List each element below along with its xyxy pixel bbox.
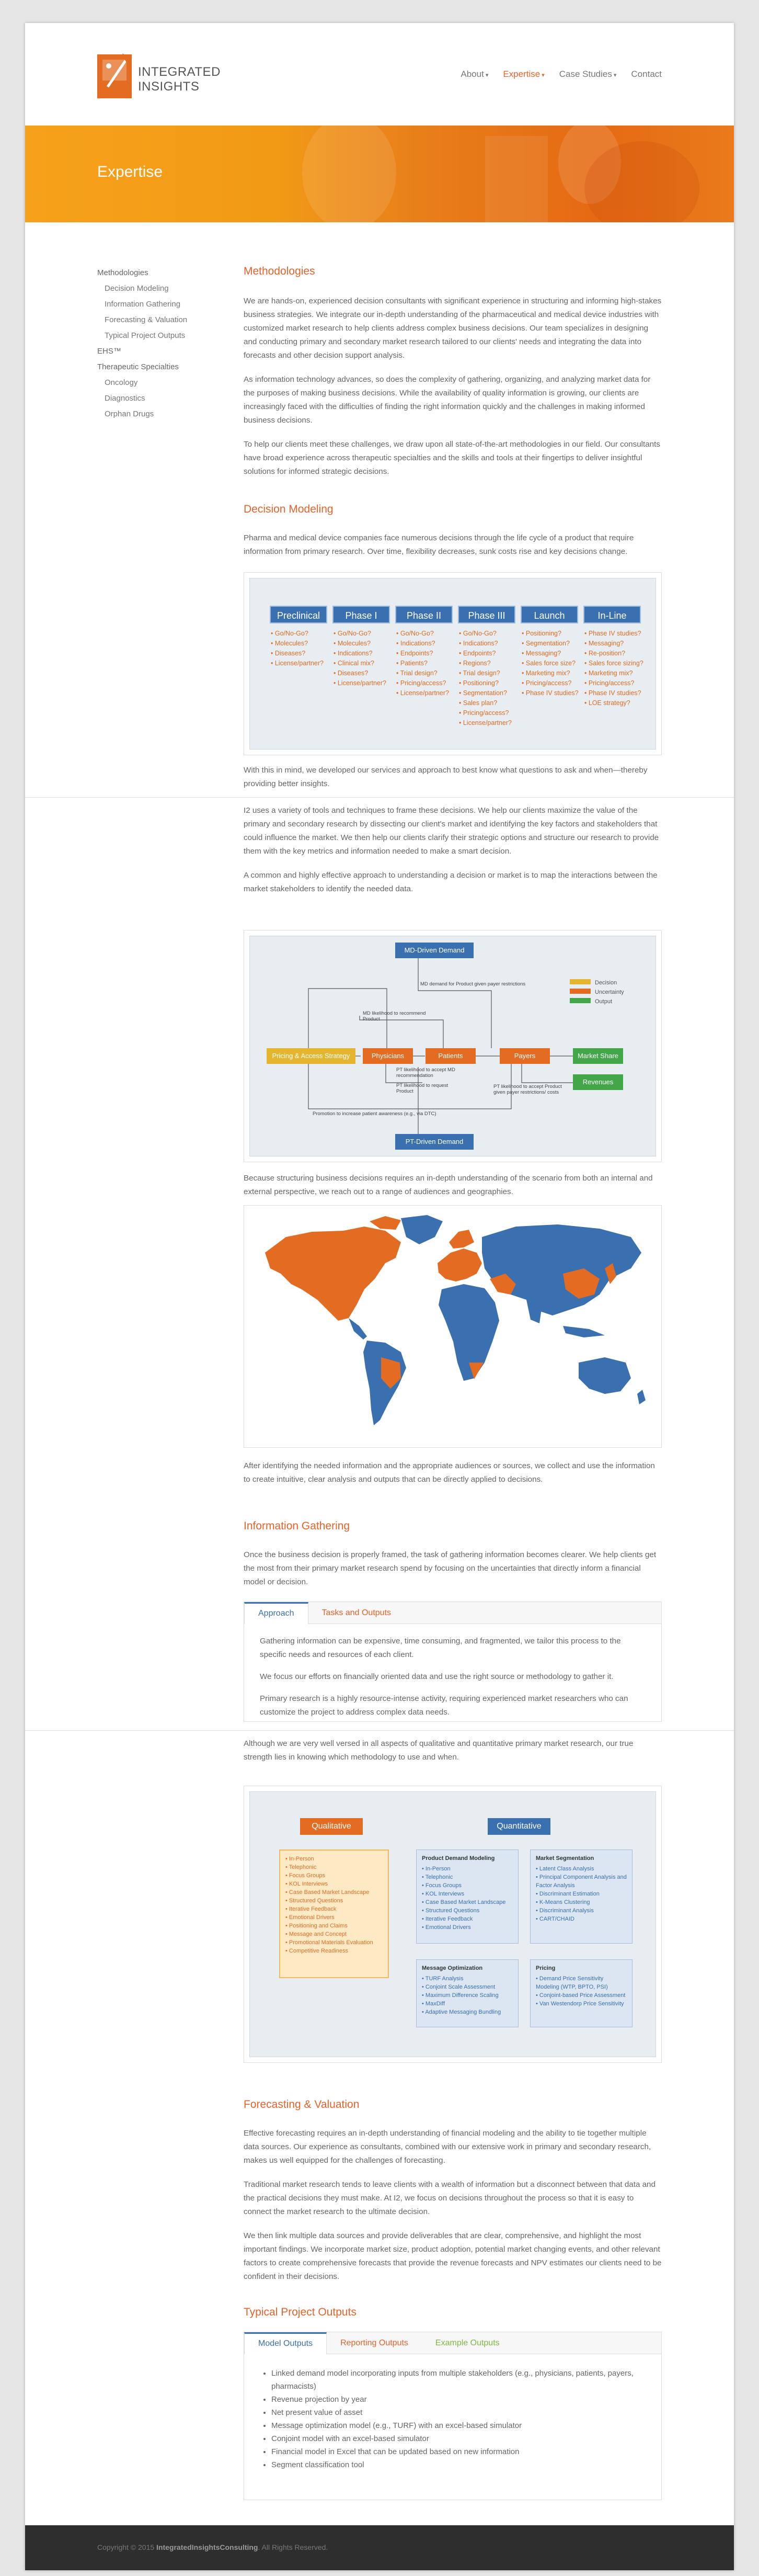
sidebar-item-decision-modeling[interactable]: Decision Modeling <box>105 284 169 293</box>
tab-reporting-outputs[interactable]: Reporting Outputs <box>340 2339 408 2347</box>
section-title: Information Gathering <box>244 1520 350 1532</box>
list-item: • Emotional Drivers <box>285 1913 383 1922</box>
world-map <box>244 1205 662 1448</box>
phase-question: • Pricing/access? <box>396 678 459 688</box>
phase-question: • Go/No-Go? <box>334 629 396 639</box>
list-item: • Demand Price Sensitivity Modeling (WTP, BPTO, PSI) <box>536 1974 627 1991</box>
tab-panel <box>244 2354 661 2484</box>
list-item: • K-Means Clustering <box>536 1898 627 1907</box>
list-item: • Telephonic <box>285 1863 383 1871</box>
phase-header: Preclinical <box>270 606 327 623</box>
quantitative-label: Quantitative <box>488 1818 550 1835</box>
sidebar-item-orphan[interactable]: Orphan Drugs <box>105 410 154 418</box>
copyright-suffix: . All Rights Reserved. <box>258 2543 328 2551</box>
stakeholder-legend <box>570 978 624 1006</box>
stakeholder-map <box>244 930 662 1162</box>
demand-list <box>422 1865 513 1932</box>
logo[interactable] <box>97 50 221 100</box>
nav-case-studies[interactable] <box>559 69 617 80</box>
outputs-list <box>260 2367 646 2471</box>
list-item: • Discriminant Estimation <box>536 1890 627 1898</box>
phase-header: In-Line <box>583 606 641 623</box>
list-item: • In-Person <box>285 1855 383 1863</box>
phase-question: • LOE strategy? <box>584 698 647 708</box>
phase-question: • License/partner? <box>459 718 522 728</box>
list-item: • Conjoint Scale Assessment <box>422 1983 513 1991</box>
box-title: Market Segmentation <box>536 1855 594 1862</box>
tab-example-outputs[interactable]: Example Outputs <box>435 2339 500 2347</box>
list-item: • Focus Groups <box>285 1871 383 1880</box>
phase-question: • Go/No-Go? <box>396 629 459 639</box>
phase-question: • Segmentation? <box>459 688 522 698</box>
chevron-down-icon: ▾ <box>485 72 489 78</box>
demand-modeling-box <box>416 1849 519 1944</box>
segmentation-list <box>536 1865 627 1923</box>
phase-questions <box>396 629 459 698</box>
legend-output: Output <box>570 997 624 1006</box>
list-item: • CART/CHAID <box>536 1915 627 1923</box>
paragraph: Pharma and medical device companies face numerous decisions through the life cycle of a product that require information from primary research. Over time, flexibility decreases, sunk costs rise and key decisions change. <box>244 534 634 556</box>
phase-question: • Go/No-Go? <box>459 629 522 639</box>
phase-question: • Diseases? <box>334 668 396 678</box>
output-item: • Segment classification tool <box>271 2458 646 2471</box>
market-share-node: Market Share <box>573 1048 623 1064</box>
sidebar <box>97 265 228 422</box>
box-title: Message Optimization <box>422 1965 483 1971</box>
note: PT likelihood to request Product <box>396 1083 448 1094</box>
tab-model-outputs[interactable]: Model Outputs <box>244 2332 327 2354</box>
phase-question: • Pricing/access? <box>584 678 647 688</box>
copyright-brand[interactable]: IntegratedInsightsConsulting <box>156 2543 258 2551</box>
legend-decision: Decision <box>570 978 624 988</box>
paragraph: Once the business decision is properly framed, the task of gathering information becomes clearer. We help clients get the most from their primary market research spend by focusing on the uncertainties that directly inform a financial model or decision. <box>244 1550 657 1586</box>
list-item: • Principal Component Analysis and Factor Analysis <box>536 1873 627 1890</box>
phase-question: • Segmentation? <box>522 639 584 649</box>
list-item: • Adaptive Messaging Bundling <box>422 2008 513 2016</box>
phase-question: • Go/No-Go? <box>271 629 334 639</box>
phase-questions <box>584 629 647 708</box>
phases-diagram-bg <box>249 578 656 750</box>
copyright-prefix: Copyright © 2015 <box>97 2543 155 2551</box>
list-item: • Competitive Readiness <box>285 1947 383 1955</box>
section-information-gathering-cont <box>244 1730 662 1764</box>
list-item: • KOL Interviews <box>422 1890 513 1898</box>
pt-driven-demand-node: PT-Driven Demand <box>395 1134 474 1150</box>
phase-question: • Trial design? <box>459 668 522 678</box>
phase-header: Phase I <box>332 606 390 623</box>
phase-question: • Patients? <box>396 659 459 668</box>
section-decision-modeling-audiences <box>244 1172 662 1199</box>
phase-question: • Molecules? <box>334 639 396 649</box>
nav-about-label: About <box>461 69 484 79</box>
section-decision-modeling-cont <box>244 764 662 896</box>
phase-question: • Phase IV studies? <box>584 629 647 639</box>
tab-approach[interactable]: Approach <box>244 1602 308 1624</box>
phase-question: • Endpoints? <box>396 649 459 659</box>
sidebar-item-outputs[interactable]: Typical Project Outputs <box>105 331 186 340</box>
outputs-tabs <box>244 2332 662 2500</box>
phase-questions <box>459 629 522 728</box>
phase-question: • License/partner? <box>334 678 396 688</box>
page <box>25 23 734 2570</box>
phase-question: • Pricing/access? <box>522 678 584 688</box>
qualitative-label: Qualitative <box>300 1818 363 1835</box>
phase-questions <box>271 629 334 668</box>
list-item: • Discriminant Analysis <box>536 1907 627 1915</box>
list-item: • Case Based Market Landscape <box>422 1898 513 1907</box>
phase-question: • Phase IV studies? <box>522 688 584 698</box>
list-item: • Message and Concept <box>285 1930 383 1938</box>
list-item: • Telephonic <box>422 1873 513 1881</box>
section-outputs <box>244 2306 662 2319</box>
section-methodologies <box>244 265 662 479</box>
section-forecasting <box>244 2098 662 2284</box>
phase-question: • Sales plan? <box>459 698 522 708</box>
nav-contact[interactable]: Contact <box>631 69 662 79</box>
phase-question: • Clinical mix? <box>334 659 396 668</box>
main-nav <box>461 69 662 80</box>
list-item: • MaxDiff <box>422 2000 513 2008</box>
note: PT likelihood to accept MD recommendation <box>396 1067 455 1079</box>
list-item: • Iterative Feedback <box>285 1905 383 1913</box>
md-driven-demand-node: MD-Driven Demand <box>395 943 474 958</box>
paragraph: Traditional market research tends to leave clients with a wealth of information but a disconnect between that data and the practical decisions they must make. At I2, we focus on decisions throughout the process so that it is easy to connect the market research to the ultimate decision. <box>244 2180 656 2216</box>
output-item: • Net present value of asset <box>271 2406 646 2419</box>
phase-question: • Indications? <box>459 639 522 649</box>
paragraph: To help our clients meet these challenges, we draw upon all state-of-the-art methodologies in our field. Our consultants have broad experience across therapeutic specialties and the skills and tools at their fingertips to deliver insightful solutions for informed strategic decisions. <box>244 440 660 476</box>
paragraph: Effective forecasting requires an in-depth understanding of financial modeling and the ability to tie together multiple data sources. Our experience as consultants, combined with our extensive work in primary and secondary research, makes us well equipped for the challenges of forecasting. <box>244 2129 651 2165</box>
world-map-graphic <box>244 1206 661 1447</box>
paragraph: Although we are very well versed in all aspects of qualitative and quantitative primary market research, our true strength lies in knowing which methodology to use and when. <box>244 1739 634 1762</box>
logo-mark-icon <box>97 50 134 100</box>
list-item: • Case Based Market Landscape <box>285 1888 383 1897</box>
pricing-strategy-node: Pricing & Access Strategy <box>267 1048 355 1064</box>
phase-question: • Trial design? <box>396 668 459 678</box>
nav-about[interactable] <box>461 69 488 80</box>
phase-question: • Molecules? <box>271 639 334 649</box>
sidebar-item-therapeutic[interactable]: Therapeutic Specialties <box>97 362 179 371</box>
tab-bar <box>244 2332 661 2354</box>
phase-question: • Sales force size? <box>522 659 584 668</box>
phase-questions <box>522 629 584 698</box>
list-item: • Structured Questions <box>422 1907 513 1915</box>
nav-case-studies-label: Case Studies <box>559 69 612 79</box>
phase-question: • Diseases? <box>271 649 334 659</box>
phase-question: • Marketing mix? <box>584 668 647 678</box>
list-item: • Conjoint-based Price Assessment <box>536 1991 627 2000</box>
logo-text-integrated: INTEGRATED <box>138 65 221 79</box>
message-list <box>422 1974 513 2016</box>
site-footer <box>25 2525 734 2570</box>
qualitative-list <box>285 1855 383 1955</box>
section-title: Forecasting & Valuation <box>244 2098 360 2110</box>
list-item: • Focus Groups <box>422 1881 513 1890</box>
research-methods-diagram <box>244 1786 662 2063</box>
paragraph: Primary research is a highly resource-intense activity, requiring experienced market researchers who can customize the project to address complex data needs. <box>260 1694 628 1717</box>
pricing-box <box>530 1959 632 2027</box>
output-item: • Revenue projection by year <box>271 2393 646 2406</box>
nav-expertise[interactable] <box>503 69 544 80</box>
physicians-node: Physicians <box>363 1048 413 1064</box>
tab-tasks-outputs[interactable]: Tasks and Outputs <box>321 1608 392 1617</box>
phase-question: • Positioning? <box>459 678 522 688</box>
output-item: • Financial model in Excel that can be updated based on new information <box>271 2445 646 2458</box>
section-title: Decision Modeling <box>244 503 334 515</box>
pricing-list <box>536 1974 627 2008</box>
sidebar-item-diagnostics[interactable]: Diagnostics <box>105 394 145 403</box>
paragraph: We then link multiple data sources and provide deliverables that are clear, comprehensive, and highlight the most important findings. We incorporate market size, product adoption, potential market changing events, and other relevant factors to create comprehensive forecasts that provide the revenue forecasts and NPV estimates our clients need to be confident in their decisions. <box>244 2231 662 2281</box>
qualitative-box <box>279 1849 389 1978</box>
phase-questions <box>334 629 396 688</box>
list-item: • In-Person <box>422 1865 513 1873</box>
section-title: Methodologies <box>244 265 315 277</box>
list-item: • Van Westendorp Price Sensitivity <box>536 2000 627 2008</box>
phase-question: • Messaging? <box>584 639 647 649</box>
phase-question: • Phase IV studies? <box>584 688 647 698</box>
phase-header: Phase III <box>458 606 515 623</box>
list-item: • Structured Questions <box>285 1897 383 1905</box>
patients-node: Patients <box>426 1048 476 1064</box>
sidebar-item-ehs[interactable]: EHS™ <box>97 347 121 356</box>
copyright <box>97 2543 328 2551</box>
list-item: • KOL Interviews <box>285 1880 383 1888</box>
section-title: Typical Project Outputs <box>244 2306 356 2318</box>
output-item: • Linked demand model incorporating inputs from multiple stakeholders (e.g., physicians, patients, payers, pharmacists) <box>271 2367 646 2393</box>
phase-header: Launch <box>521 606 578 623</box>
tab-panel <box>244 1624 661 1730</box>
site-header <box>25 23 734 126</box>
sidebar-item-methodologies[interactable]: Methodologies <box>97 268 148 277</box>
section-information-gathering <box>244 1520 662 1589</box>
phase-header: Phase II <box>395 606 453 623</box>
list-item: • Maximum Difference Scaling <box>422 1991 513 2000</box>
phase-question: • License/partner? <box>396 688 459 698</box>
note: PT likelihood to accept Product given payer restrictions/ costs <box>493 1084 562 1095</box>
note: MD likelihood to recommend Product <box>363 1011 426 1022</box>
list-item: • TURF Analysis <box>422 1974 513 1983</box>
phase-question: • Marketing mix? <box>522 668 584 678</box>
stakeholder-map-bg <box>249 936 656 1156</box>
page-banner <box>25 126 734 222</box>
research-methods-bg <box>249 1791 656 2057</box>
list-item: • Iterative Feedback <box>422 1915 513 1923</box>
paragraph: A common and highly effective approach to understanding a decision or market is to map the interactions between the market stakeholders to identify the needed data. <box>244 871 658 893</box>
message-optimization-box <box>416 1959 519 2027</box>
note: Promotion to increase patient awareness (e.g., via DTC) <box>313 1111 436 1117</box>
phases-diagram <box>244 572 662 755</box>
section-decision-modeling-outputs <box>244 1459 662 1486</box>
phase-question: • License/partner? <box>271 659 334 668</box>
page-title: Expertise <box>97 163 163 180</box>
phase-question: • Re-position? <box>584 649 647 659</box>
tab-bar <box>244 1602 661 1624</box>
paragraph: I2 uses a variety of tools and techniques to frame these decisions. We help our clients maximize the value of the primary and secondary research by dissecting our client's market and identifying the key factors and stakeholders that could influence the market. We then help our clients clarify their strategic options and structure our research to provide them with the key metrics and information needed to make a smart decision. <box>244 806 659 856</box>
box-title: Product Demand Modeling <box>422 1855 495 1862</box>
approach-tabs <box>244 1602 662 1722</box>
sidebar-item-information-gathering[interactable]: Information Gathering <box>105 300 181 309</box>
phase-question: • Endpoints? <box>459 649 522 659</box>
phase-question: • Sales force sizing? <box>584 659 647 668</box>
nav-expertise-label: Expertise <box>503 69 540 79</box>
list-item: • Latent Class Analysis <box>536 1865 627 1873</box>
revenues-node: Revenues <box>573 1074 623 1090</box>
paragraph: We focus our efforts on financially oriented data and use the right source or methodology to gather it. <box>260 1672 614 1681</box>
chevron-down-icon: ▾ <box>613 72 617 78</box>
box-title: Pricing <box>536 1965 556 1971</box>
note: MD demand for Product given payer restrictions <box>420 981 526 987</box>
chevron-down-icon: ▾ <box>542 72 545 78</box>
logo-text-insights: INSIGHTS <box>138 80 200 94</box>
phase-question: • Indications? <box>396 639 459 649</box>
stakeholder-connectors <box>250 936 657 1157</box>
paragraph: As information technology advances, so does the complexity of gathering, organizing, and analyzing market data for the purposes of making business decisions. While the availability of quality information is growing, our clients are increasingly faced with the difficulties of finding the right information quickly and the challenges in making informed business decisions. <box>244 375 651 425</box>
section-decision-modeling <box>244 503 662 559</box>
legend-uncertainty: Uncertainty <box>570 988 624 997</box>
divider <box>25 1730 734 1731</box>
output-item: • Conjoint model with an excel-based simulator <box>271 2432 646 2445</box>
phase-question: • Pricing/access? <box>459 708 522 718</box>
phase-question: • Positioning? <box>522 629 584 639</box>
list-item: • Emotional Drivers <box>422 1923 513 1932</box>
sidebar-item-oncology[interactable]: Oncology <box>105 378 138 387</box>
phase-question: • Messaging? <box>522 649 584 659</box>
list-item: • Promotional Materials Evaluation <box>285 1938 383 1947</box>
paragraph: We are hands-on, experienced decision consultants with significant experience in structuring and informing high-stakes business strategies. We integrate our in-depth understanding of the pharmaceutical and medical device industries with customized market research to help clients address complex business decisions. Our team specializes in designing and conducting primary and secondary market research tailored to our clients' needs and integrating the data into forecasts and other decision support analysis. <box>244 297 662 360</box>
list-item: • Positioning and Claims <box>285 1922 383 1930</box>
paragraph: After identifying the needed information and the appropriate audiences or sources, we collect and use the information to create intuitive, clear analysis and outputs that can be directly applied to decisions. <box>244 1461 655 1484</box>
phase-question: • Regions? <box>459 659 522 668</box>
phase-question: • Indications? <box>334 649 396 659</box>
divider <box>25 797 734 798</box>
paragraph: With this in mind, we developed our services and approach to best know what questions to ask and when—thereby providing better insights. <box>244 766 648 788</box>
paragraph: Because structuring business decisions requires an in-depth understanding of the scenario from both an internal and external perspective, we reach out to a range of audiences and geographies. <box>244 1174 653 1196</box>
payers-node: Payers <box>500 1048 550 1064</box>
segmentation-box <box>530 1849 632 1944</box>
output-item: • Message optimization model (e.g., TURF) with an excel-based simulator <box>271 2419 646 2432</box>
paragraph: Gathering information can be expensive, time consuming, and fragmented, we tailor this process to the specific needs and resources of each client. <box>260 1637 621 1659</box>
sidebar-item-forecasting[interactable]: Forecasting & Valuation <box>105 315 188 324</box>
